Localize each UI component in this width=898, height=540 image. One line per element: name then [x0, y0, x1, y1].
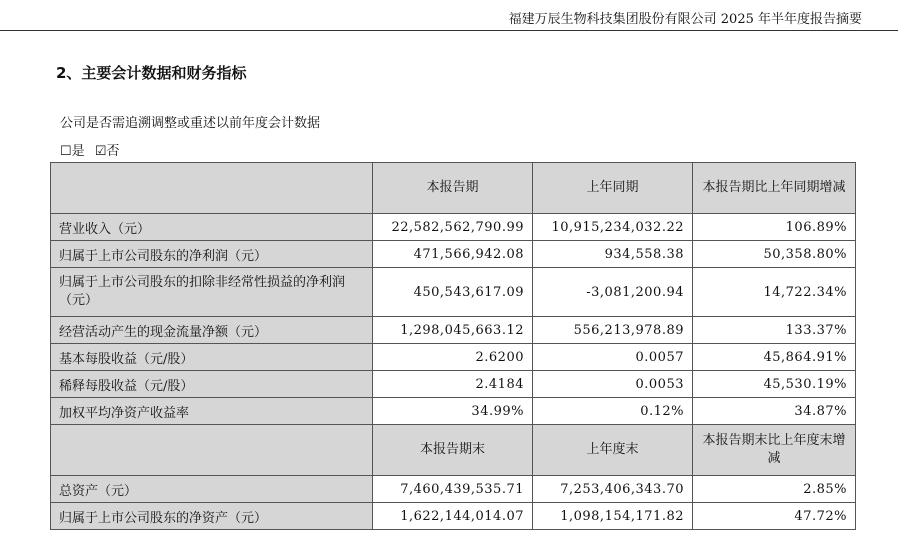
prior-value: 0.0057 [533, 344, 693, 371]
table-row [51, 371, 856, 398]
row-label: 稀释每股收益（元/股） [51, 371, 373, 398]
change-value: 45,530.19% [693, 371, 856, 398]
change-value: 133.37% [693, 317, 856, 344]
table-row [51, 398, 856, 425]
row-label: 归属于上市公司股东的净利润（元） [51, 241, 373, 268]
prior-value: 0.0053 [533, 371, 693, 398]
option-no [95, 144, 120, 159]
table-row [51, 344, 856, 371]
table-row [51, 268, 856, 317]
section-title: 2、主要会计数据和财务指标 [56, 64, 247, 82]
prior-value: 556,213,978.89 [533, 317, 693, 344]
change-value: 2.85% [693, 476, 856, 503]
current-value: 22,582,562,790.99 [373, 214, 533, 241]
row-label: 归属于上市公司股东的扣除非经常性损益的净利润（元） [51, 268, 373, 317]
row-label: 总资产（元） [51, 476, 373, 503]
current-value: 2.6200 [373, 344, 533, 371]
header-prior-period: 上年同期 [533, 163, 693, 214]
table-row [51, 214, 856, 241]
option-no-label: 否 [106, 144, 120, 159]
change-value: 106.89% [693, 214, 856, 241]
unchecked-box-icon: ☐ [60, 144, 72, 159]
current-value: 450,543,617.09 [373, 268, 533, 317]
change-value: 50,358.80% [693, 241, 856, 268]
header-period-end: 本报告期末 [373, 425, 533, 476]
row-label: 归属于上市公司股东的净资产（元） [51, 503, 373, 530]
row-label: 加权平均净资产收益率 [51, 398, 373, 425]
prior-value: 0.12% [533, 398, 693, 425]
current-value: 2.4184 [373, 371, 533, 398]
current-value: 7,460,439,535.71 [373, 476, 533, 503]
header-cell-empty [51, 425, 373, 476]
row-label: 经营活动产生的现金流量净额（元） [51, 317, 373, 344]
table-header-row [51, 425, 856, 476]
option-yes-label: 是 [71, 144, 85, 159]
financial-indicators-table [50, 162, 856, 530]
table-row [51, 503, 856, 530]
change-value: 45,864.91% [693, 344, 856, 371]
document-title: 福建万辰生物科技集团股份有限公司 2025 年半年度报告摘要 [508, 12, 862, 27]
current-value: 34.99% [373, 398, 533, 425]
option-yes [60, 144, 85, 159]
table-row [51, 317, 856, 344]
table-row [51, 241, 856, 268]
restatement-question: 公司是否需追溯调整或重述以前年度会计数据 [60, 116, 321, 131]
header-change: 本报告期比上年同期增减 [693, 163, 856, 214]
document-header [0, 0, 898, 31]
current-value: 471,566,942.08 [373, 241, 533, 268]
change-value: 47.72% [693, 503, 856, 530]
header-current-period: 本报告期 [373, 163, 533, 214]
row-label: 基本每股收益（元/股） [51, 344, 373, 371]
row-label: 营业收入（元） [51, 214, 373, 241]
table-row [51, 476, 856, 503]
restatement-answer [60, 140, 125, 159]
prior-value: 10,915,234,032.22 [533, 214, 693, 241]
header-cell-empty [51, 163, 373, 214]
header-change: 本报告期末比上年度末增减 [693, 425, 856, 476]
change-value: 14,722.34% [693, 268, 856, 317]
current-value: 1,298,045,663.12 [373, 317, 533, 344]
header-prior-year-end: 上年度末 [533, 425, 693, 476]
prior-value: 1,098,154,171.82 [533, 503, 693, 530]
prior-value: 934,558.38 [533, 241, 693, 268]
prior-value: -3,081,200.94 [533, 268, 693, 317]
current-value: 1,622,144,014.07 [373, 503, 533, 530]
checked-box-icon: ☑ [94, 144, 107, 159]
table-header-row [51, 163, 856, 214]
prior-value: 7,253,406,343.70 [533, 476, 693, 503]
change-value: 34.87% [693, 398, 856, 425]
